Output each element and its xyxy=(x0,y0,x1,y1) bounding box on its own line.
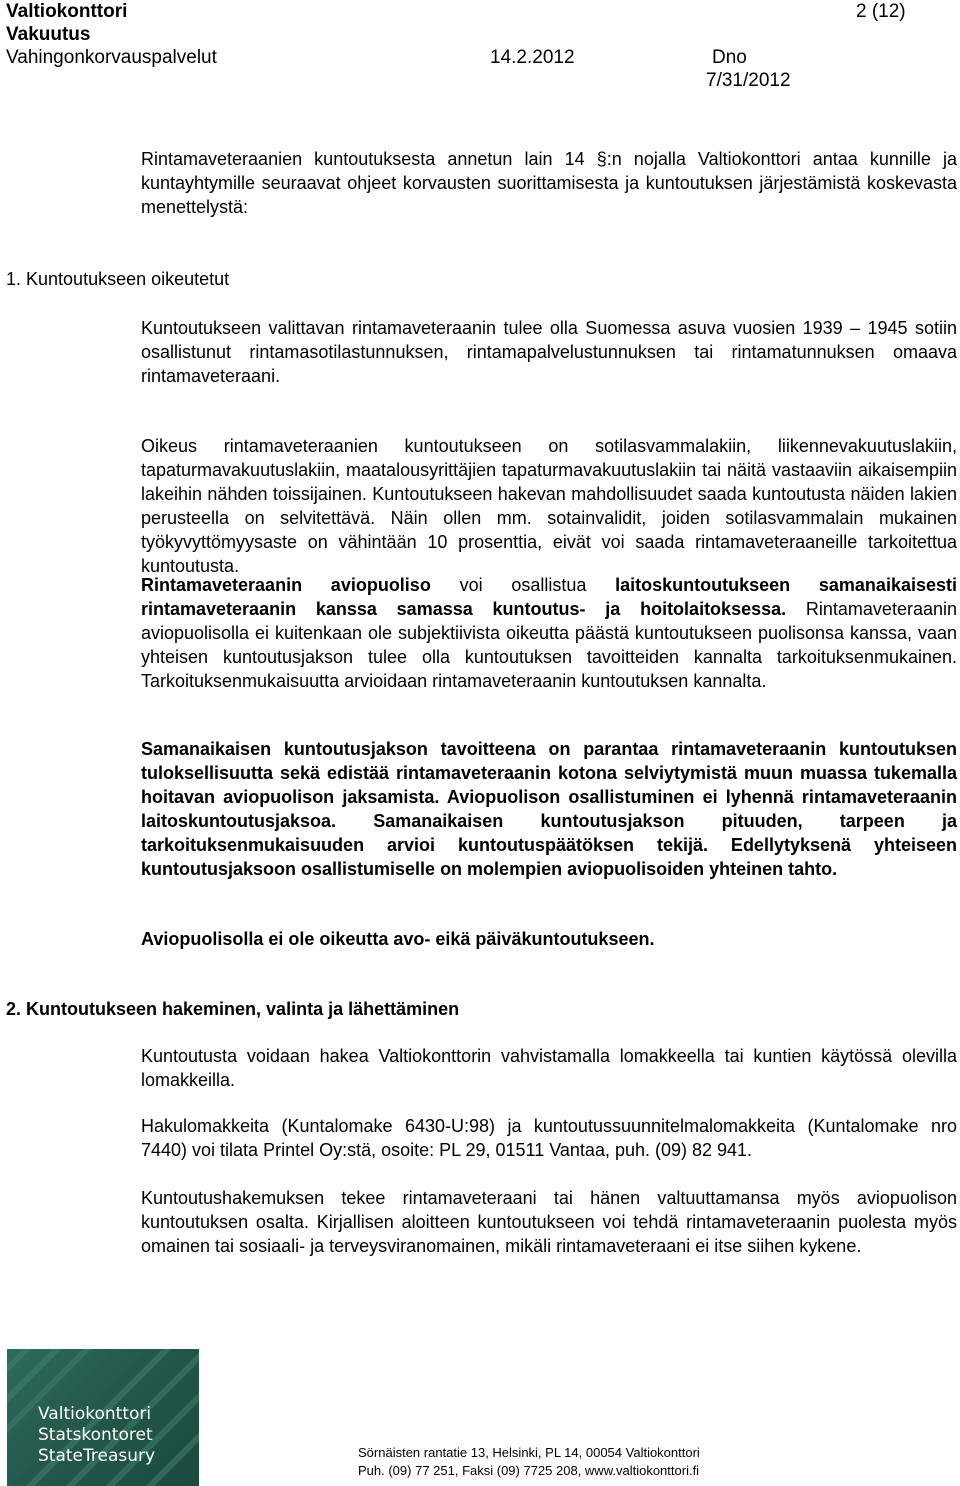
section-2-paragraph-1: Kuntoutusta voidaan hakea Valtiokonttorin vahvistamalla lomakkeella tai kuntien käytössä olevilla lomakkeilla. xyxy=(141,1046,957,1090)
header-department: Vahingonkorvauspalvelut xyxy=(6,47,217,68)
header-date: 14.2.2012 xyxy=(490,47,575,68)
section-2-paragraph-3: Kuntoutushakemuksen tekee rintamaveteraani tai hänen valtuuttamansa myös aviopuolison kuntoutuksen osalta. Kirjallisen aloitteen kuntoutukseen voi tehdä rintamaveteraanin puolesta myös omainen tai sosiaali- ja terveysviranomainen, mikäli rintamaveteraani ei itse siihen kykene. xyxy=(141,1188,957,1256)
header-printed-date: 7/31/2012 xyxy=(706,70,791,91)
logo-line-3: StateTreasury xyxy=(38,1446,156,1466)
section-2-heading: 2. Kuntoutukseen hakeminen, valinta ja lähettäminen xyxy=(6,999,460,1019)
section-2-paragraph-2: Hakulomakkeita (Kuntalomake 6430-U:98) ja kuntoutussuunnitelmalomakkeita (Kuntalomake nro 7440) voi tilata Printel Oy:stä, osoite: PL 29, 01511 Vantaa, puh. (09) 82 941. xyxy=(141,1116,957,1160)
header-unit: Vakuutus xyxy=(6,24,91,45)
spouse-text-1: voi osallistua xyxy=(430,575,616,595)
logo-line-2: Statskontoret xyxy=(38,1425,153,1445)
header-organization: Valtiokonttori xyxy=(6,1,128,22)
page-number: 2 (12) xyxy=(856,1,906,22)
section-1-paragraph-1: Kuntoutukseen valittavan rintamaveteraanin tulee olla Suomessa asuva vuosien 1939 – 1945 sotiin osallistunut rintamasotilastunnuksen, rintamapalvelustunnuksen tai rintamatunnuksen omaava rintamaveteraani. xyxy=(141,318,957,386)
spouse-bold-2: laitoskuntoutukseen samanaikaisesti rintamaveteraanin kanssa samassa kuntoutus- ja hoitolaitoksessa. xyxy=(141,575,957,619)
valtiokonttori-logo xyxy=(7,1349,199,1486)
footer-address: Sörnäisten rantatie 13, Helsinki, PL 14, 00054 Valtiokonttori xyxy=(358,1445,700,1460)
spouse-text-2: Rintamaveteraanin aviopuolisolla ei kuitenkaan ole subjektiivista oikeutta päästä kuntoutukseen puolisonsa kanssa, vaan yhteisen kuntoutusjakson tulee olla kuntoutuksen tavoitteiden kannalta tarkoituksenmukainen. Tarkoituksenmukaisuutta arvioidaan rintamaveteraanin kuntoutuksen kannalta. xyxy=(141,599,957,691)
intro-paragraph: Rintamaveteraanien kuntoutuksesta annetun lain 14 §:n nojalla Valtiokonttori antaa kunnille ja kuntayhtymille seuraavat ohjeet korvausten suorittamisesta ja kuntoutuksen järjestämistä koskevasta menettelystä: xyxy=(141,149,957,217)
section-1-paragraph-3 xyxy=(141,573,957,693)
section-1-paragraph-4: Samanaikaisen kuntoutusjakson tavoitteena on parantaa rintamaveteraanin kuntoutuksen tuloksellisuutta sekä edistää rintamaveteraanin kotona selviytymistä muun muassa tukemalla hoitavan aviopuolison jaksamista. Aviopuolison osallistuminen ei lyhennä rintamaveteraanin laitoskuntoutusjaksoa. Samanaikaisen kuntoutusjakson pituuden, tarpeen ja tarkoituksenmukaisuuden arvioi kuntoutuspäätöksen tekijä. Edellytyksenä yhteiseen kuntoutusjaksoon osallistumiselle on molempien aviopuolisoiden yhteinen tahto. xyxy=(141,739,957,879)
section-1-heading: 1. Kuntoutukseen oikeutetut xyxy=(6,269,230,289)
section-1-paragraph-2: Oikeus rintamaveteraanien kuntoutukseen on sotilasvammalakiin, liikennevakuutuslakiin, tapaturmavakuutuslakiin, maatalousyrittäjien tapaturmavakuutuslakiin tai näitä vastaaviin aikaisempiin lakeihin nähden toissijainen. Kuntoutukseen hakevan mahdollisuudet saada kuntoutusta näiden lakien perusteella on selvitettävä. Näin ollen mm. sotainvalidit, joiden sotilasvammalain mukainen työkyvyttömyysaste on vähintään 10 prosenttia, eivät voi saada rintamaveteraaneille tarkoitettua kuntoutusta. xyxy=(141,436,957,576)
logo-line-1: Valtiokonttori xyxy=(38,1404,152,1424)
section-1-paragraph-5: Aviopuolisolla ei ole oikeutta avo- eikä päiväkuntoutukseen. xyxy=(141,929,655,949)
spouse-bold-1: Rintamaveteraanin aviopuoliso xyxy=(141,575,431,595)
footer-contact: Puh. (09) 77 251, Faksi (09) 7725 208, www.valtiokonttori.fi xyxy=(358,1463,700,1478)
header-dno-label: Dno xyxy=(712,47,747,68)
